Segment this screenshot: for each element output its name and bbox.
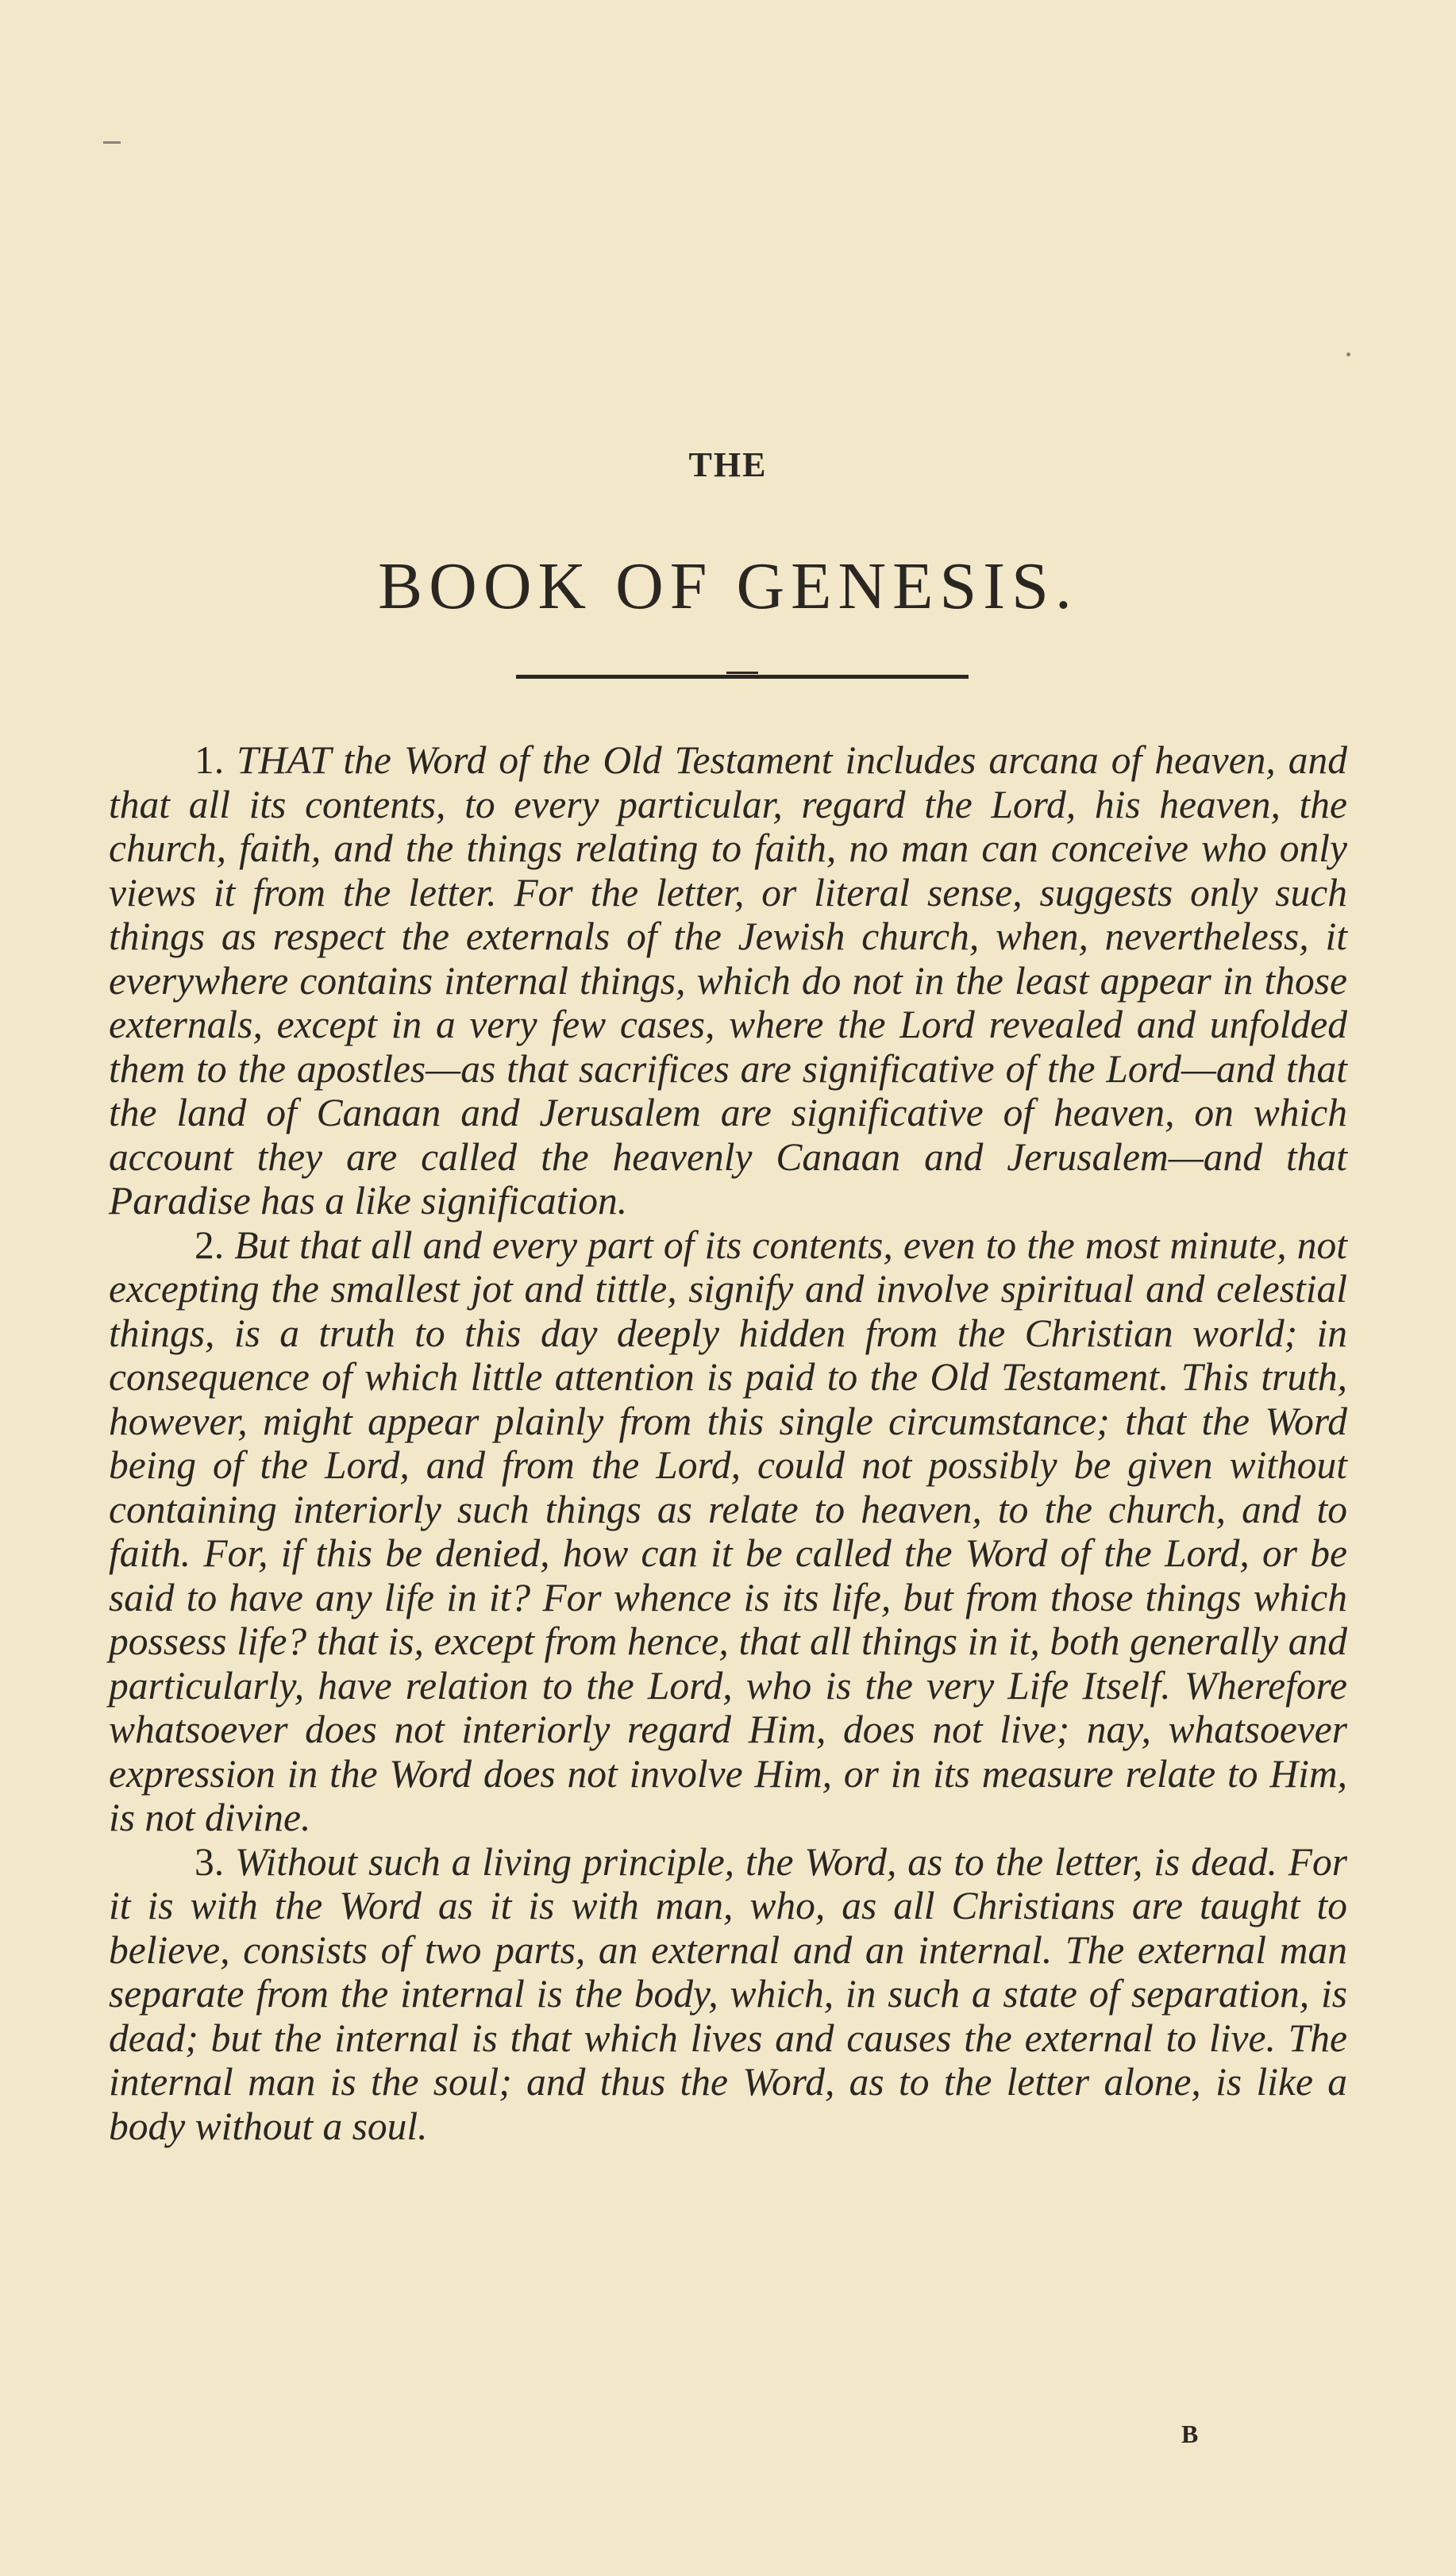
title-rule [516, 675, 969, 679]
print-speck [1346, 352, 1350, 356]
page-title: BOOK OF GENESIS. [378, 549, 1078, 623]
paragraph-text: THAT the Word of the Old Testament includes arcana of heaven, and that all its contents, to every particular, regard the Lord, his heaven, the church, faith, and the things relating to faith, no man can conceive who only views it from the letter. For the letter, or literal sense, suggests only such things as respect the externals of the Jewish church, when, nevertheless, it everywhere contains internal things, which do not in the least appear in those externals, except in a very few cases, where the Lord revealed and unfolded them to the apostles—as that sacrifices are significative of the Lord—and that the land of Canaan and Jerusalem are significative of heaven, on which account they are called the heavenly Canaan and Jerusalem—and that Paradise has a like signification. [109, 738, 1348, 1223]
signature-mark: B [1181, 2420, 1199, 2448]
paragraph-text: Without such a living principle, the Word, as to the letter, is dead. For it is with the Word as it is with man, who, as all Christians are taught to believe, consists of two parts, an external and an internal. The external man separate from the internal is the body, which, in such a state of separation, is dead; but the internal is that which lives and causes the external to live. The internal man is the soul; and thus the Word, as to the letter alone, is like a body without a soul. [109, 1839, 1347, 2148]
paragraph-text: But that all and every part of its contents, even to the most minute, not excepting the smallest jot and tittle, signify and involve spiritual and celestial things, is a truth to this day deeply hidden from the Christian world; in consequence of which little attention is paid to the Old Testament. This truth, however, might appear plainly from this single circumstance; that the Word being of the Lord, and from the Lord, could not possibly be given without containing interiorly such things as relate to heaven, to the church, and to faith. For, if this be denied, how can it be called the Word of the Lord, or be said to have any life in it? For whence is its life, but from those things which possess life? that is, except from hence, that all things in it, both generally and particularly, have relation to the Lord, who is the very Life Itself. Wherefore whatsoever does not interiorly regard Him, does not live; nay, whatsoever expression in the Word does not involve Him, or in its measure relate to Him, is not divine. [109, 1223, 1347, 1839]
paragraph-number: 1. [195, 738, 225, 782]
paragraph-1 [109, 738, 1347, 1223]
paragraph-3 [109, 1840, 1347, 2149]
title-rule-ornament [726, 672, 758, 674]
paragraph-2 [109, 1223, 1347, 1840]
heading-the: THE [688, 445, 768, 484]
paragraph-number: 2. [195, 1223, 225, 1267]
paragraph-number: 3. [195, 1839, 225, 1884]
print-speck [103, 141, 121, 144]
body-text [109, 738, 1347, 2148]
